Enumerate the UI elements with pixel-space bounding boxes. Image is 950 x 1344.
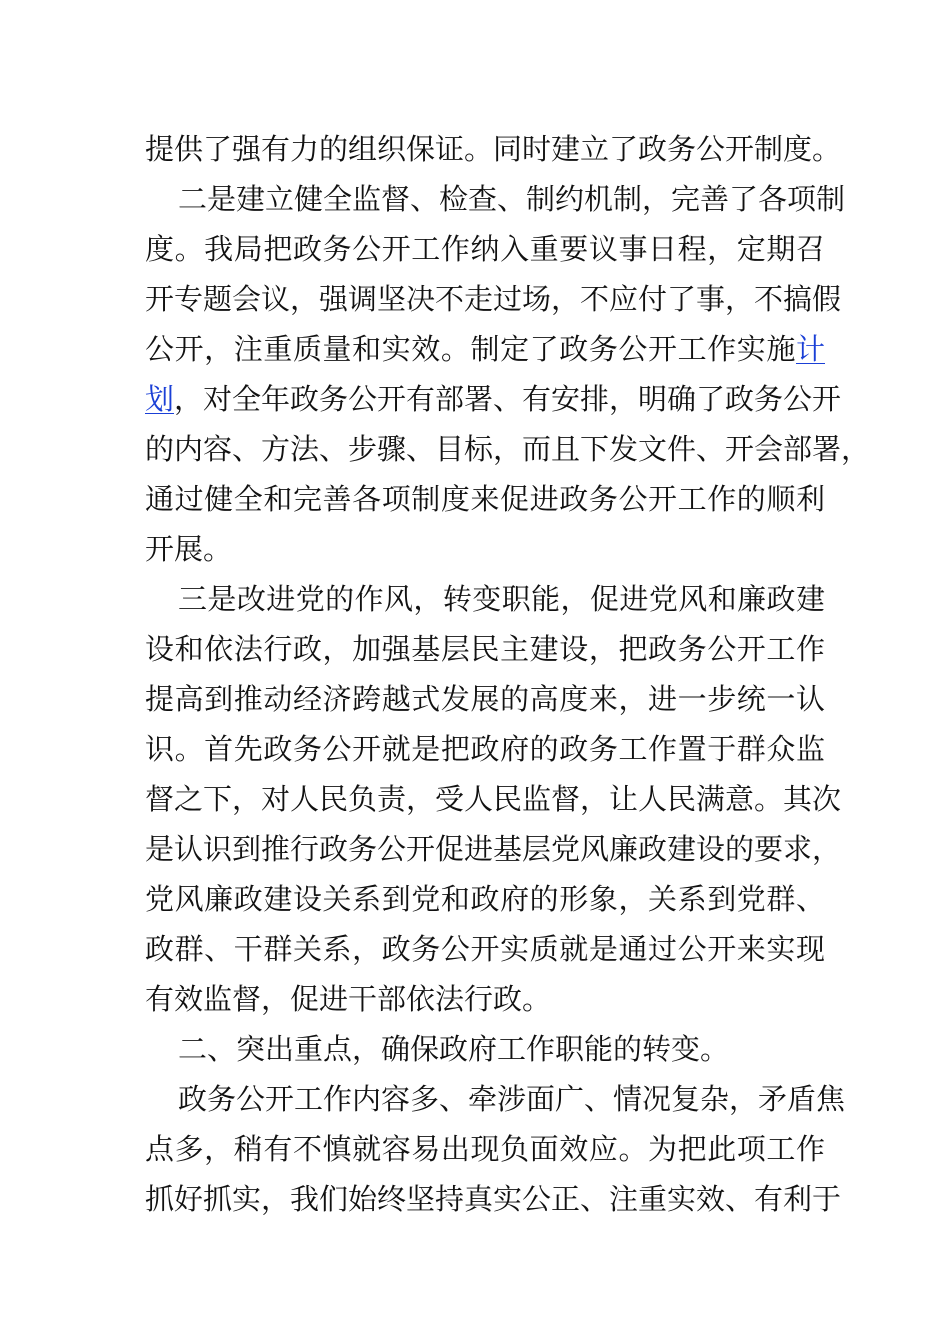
text-line: 政群、干群关系，政务公开实质就是通过公开来实现 xyxy=(145,932,825,966)
text-line: 抓好抓实，我们始终坚持真实公正、注重实效、有利于 xyxy=(145,1182,842,1216)
plan-link-part-1[interactable]: 计 xyxy=(795,332,825,366)
text-segment: ，对全年政务公开有部署、有安排，明确了政务公开 xyxy=(174,382,842,416)
text-line-with-link xyxy=(145,324,825,374)
text-line: 通过健全和完善各项制度来促进政务公开工作的顺利 xyxy=(145,482,825,516)
text-line: 开专题会议，强调坚决不走过场，不应付了事，不搞假 xyxy=(145,282,842,316)
plan-link-part-2[interactable]: 划 xyxy=(145,382,175,416)
text-line: 督之下，对人民负责，受人民监督，让人民满意。其次 xyxy=(145,782,842,816)
text-line: 的内容、方法、步骤、目标，而且下发文件、开会部署， xyxy=(145,432,871,466)
text-line: 提供了强有力的组织保证。同时建立了政务公开制度。 xyxy=(145,132,842,166)
text-line: 开展。 xyxy=(145,532,233,566)
paragraph-start-line: 三是改进党的作风，转变职能，促进党风和廉政建 xyxy=(178,582,825,616)
text-line: 是认识到推行政务公开促进基层党风廉政建设的要求， xyxy=(145,832,842,866)
text-line: 度。我局把政务公开工作纳入重要议事日程，定期召 xyxy=(145,232,825,266)
section-heading: 二、突出重点，确保政府工作职能的转变。 xyxy=(178,1032,730,1066)
paragraph-start-line: 政务公开工作内容多、牵涉面广、情况复杂，矛盾焦 xyxy=(178,1082,846,1116)
text-line: 识。首先政务公开就是把政府的政务工作置于群众监 xyxy=(145,732,825,766)
text-line-with-link xyxy=(145,374,842,424)
document-body xyxy=(145,124,871,1224)
text-line: 设和依法行政，加强基层民主建设，把政务公开工作 xyxy=(145,632,825,666)
paragraph-start-line: 二是建立健全监督、检查、制约机制，完善了各项制 xyxy=(178,182,846,216)
text-line: 点多，稍有不慎就容易出现负面效应。为把此项工作 xyxy=(145,1132,825,1166)
text-segment: 公开，注重质量和实效。制定了政务公开工作实施 xyxy=(145,332,796,366)
text-line: 提高到推动经济跨越式发展的高度来，进一步统一认 xyxy=(145,682,825,716)
text-line: 有效监督，促进干部依法行政。 xyxy=(145,982,552,1016)
text-line: 党风廉政建设关系到党和政府的形象，关系到党群、 xyxy=(145,882,825,916)
